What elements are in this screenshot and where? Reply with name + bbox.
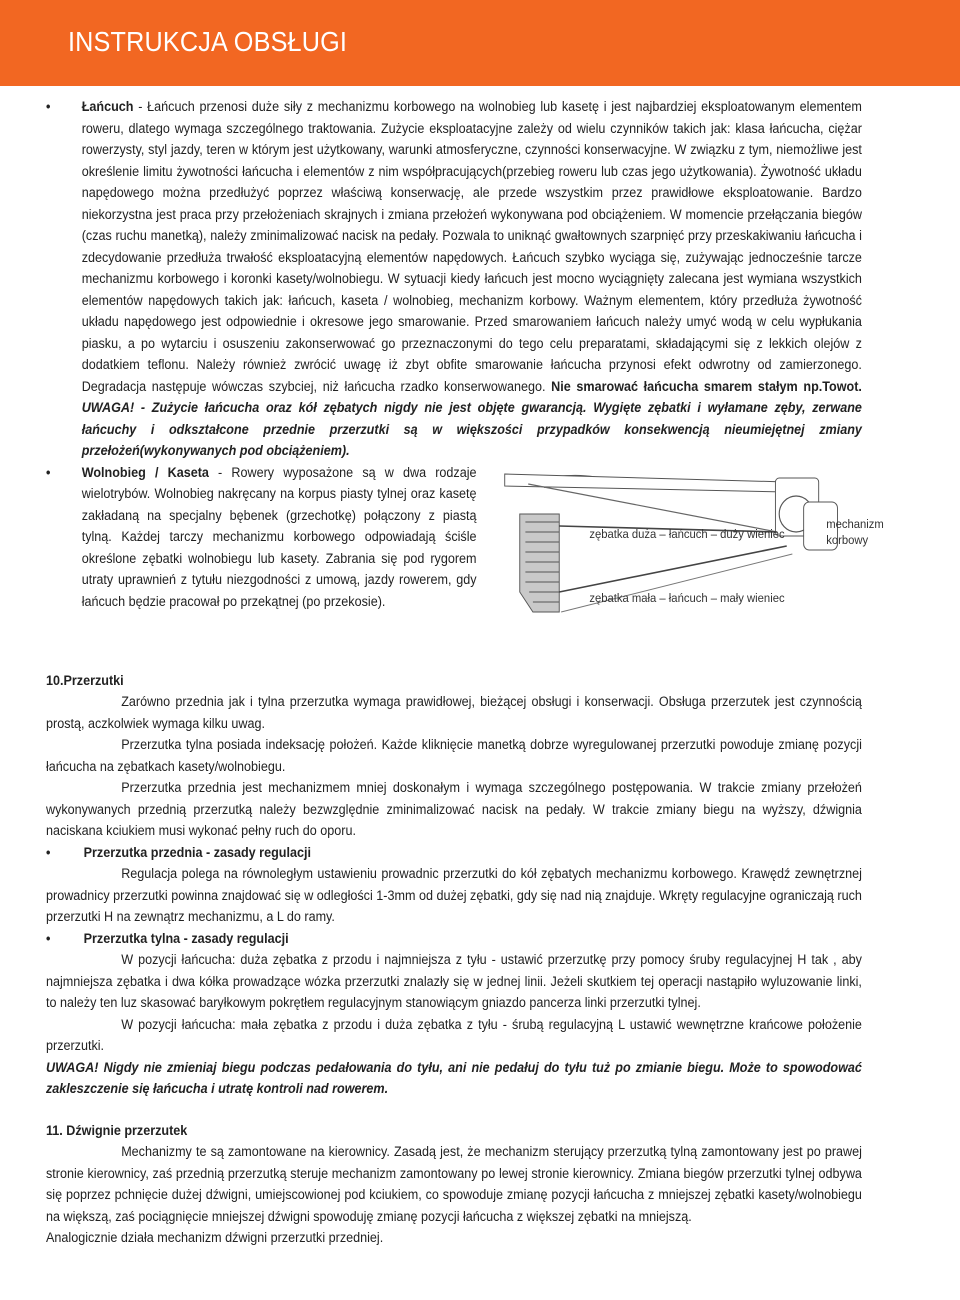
front-derailleur-title: Przerzutka przednia - zasady regulacji	[83, 844, 311, 860]
section-10	[46, 670, 862, 1100]
section-10-p3: Przerzutka przednia jest mechanizmem mniej doskonałym i wymaga szczególnego postępowania. W trakcie zmiany przełożeń wykonywanych przednią przerzutką należy bezwzględnie zminimalizować nacisk na pedały. W trakcie zmiany biegu na wyższy, dźwignia naciskana kciukiem musi wykonać pełny ruch do oporu.	[46, 780, 862, 838]
section-11	[46, 1120, 862, 1249]
section-11-p1: Mechanizmy te są zamontowane na kierownicy. Zasadą jest, że mechanizm sterujący przerzutką tylną zamontowany jest po prawej stronie kierownicy, zaś przednią przerzutką steruje mechanizm zamontowany po lewej stronie kierownicy. Zmiana biegów przerzutki tylnej odbywa się poprzez pchnięcie dużej dźwigni, umiejscowionej pod kciukiem, co spowoduje zmianę pozycji łańcucha z mniejszej zębatki kasety/wolnobiegu na większą, zaś pociągnięcie mniejszej dźwigni spowoduję zmianę pozycji łańcucha z większej zębatki na mniejszą.	[46, 1144, 862, 1224]
bullet-icon: •	[46, 99, 51, 114]
section-10-p1: Zarówno przednia jak i tylna przerzutka wymaga prawidłowej, bieżącej obsługi i konserwacji. Obsługa przerzutek jest czynnością prostą, aczkolwiek wymaga kilku uwag.	[46, 694, 862, 731]
chain-line-small	[559, 546, 786, 592]
section-11-p2: Analogicznie działa mechanizm dźwigni przerzutki przedniej.	[46, 1230, 384, 1245]
section-10-warning: UWAGA! Nigdy nie zmieniaj biegu podczas pedałowania do tyłu, ani nie pedałuj do tyłu tuż po zmianie biegu. Może to spowodować zakleszczenie się łańcucha i utratę kontroli nad rowerem.	[46, 1059, 862, 1096]
lancuch-section	[46, 96, 862, 462]
front-derailleur-subsection	[46, 842, 862, 864]
wolnobieg-label: Wolnobieg / Kaseta	[81, 464, 209, 480]
drivetrain-diagram	[477, 462, 919, 632]
diagram-label-bottom: zębatka mała – łańcuch – mały wieniec	[589, 591, 785, 605]
cassette-shape	[520, 514, 559, 612]
wolnobieg-paragraph	[82, 462, 477, 613]
bullet-icon: •	[46, 930, 51, 946]
wolnobieg-text: - Rowery wyposażone są w dwa rodzaje wielotrybów. Wolnobieg nakręcany na korpus piasty tylnej oraz kasetę zakładaną na specjalny bębenek (grzechotkę) połączony z piastą tylną. Każdej tarczy mechanizmu korbowego odpowiadają ściśle określone zębatki wolnobiegu lub kasety. Zabrania się pod rygorem utraty uprawnień z tytułu niezgodności z umową, jazdy rowerem, gdy łańcuch będzie pracował po przekątnej (po przekosie).	[81, 464, 477, 609]
rear-derailleur-subsection	[46, 928, 862, 950]
page-title: INSTRUKCJA OBSŁUGI	[68, 26, 348, 57]
lancuch-bold-note: Nie smarować łańcucha smarem stałym np.Towot.	[551, 378, 862, 394]
section-10-p2: Przerzutka tylna posiada indeksację położeń. Każde kliknięcie manetką dobrze wyregulowanej przerzutki powoduje zmianę pozycji łańcucha na zębatkach kasety/wolnobiegu.	[46, 737, 862, 774]
section-10-title: 10.Przerzutki	[46, 672, 124, 688]
front-derailleur-text: Regulacja polega na równoległym ustawieniu prowadnic przerzutki do kół zębatych mechanizmu korbowego. Krawędź zewnętrznej prowadnicy przerzutki powinna znajdować się w odległości 1-3mm od dużej zębatki, gdy się nad nią znajduje. Wkręty regulacyjne ograniczają ruch przerzutki H na zewnątrz mechanizmu, a L do ramy.	[46, 866, 862, 924]
lancuch-text: - Łańcuch przenosi duże siły z mechanizmu korbowego na wolnobieg lub kasetę i jest najbardziej eksploatowanym elementem roweru, dlatego wymaga szczególnego traktowania. Zużycie eksploatacyjne zależy od wielu czynników takich jak: klasa łańcucha, ciężar rowerzysty, styl jazdy, teren w którym jest użytkowany, warunki atmosferyczne, czynności konserwacyjne. W związku z tym, niemożliwe jest określenie limitu żywotności łańcucha i elementów z nim współpracujących(przebieg roweru lub czas jego użytkowania). Żywotność układu napędowego można przedłużyć poprzez właściwą konserwację, ale przede wszystkim przez prawidłowe eksploatowanie. Bardzo niekorzystna jest praca przy przełożeniach skrajnych i zmiana przełożeń wykonywana pod obciążeniem. W momencie przełączania biegów (czas ruchu manetką), należy zminimalizować nacisk na pedały. Pozwala to uniknąć gwałtownych szarpnięć przy przeskakiwaniu łańcucha i zdecydowanie przedłuża trwałość eksploatacyjną elementów napędowych. Łańcuch szybko wyciąga się, zużywając jednocześnie tarcze mechanizmu korbowego i koronki kasety/wolnobiegu. W sytuacji kiedy łańcuch jest mocno wyciągnięty zalecana jest wymiana wszystkich elementów napędowych takich jak: łańcuch, kaseta / wolnobieg, mechanizm korbowy. Ważnym elementem, który przedłuża żywotność układu napędowego jest odpowiednie i okresowe jego smarowanie. Przed smarowaniem łańcuch należy umyć wodą w celu wypłukania piasku, a po wytarciu i osuszeniu zakonserwować go przeznaczonymi do tego celu preparatami, składającymi się z lekkich olejów z dodatkiem teflonu. Należy również zwrócić uwagę iż zbyt obfite smarowanie łańcucha przynosi efekt odwrotny od zamierzonego. Degradacja następuje wówczas szybciej, niż łańcucha rzadko konserwowanego.	[81, 99, 862, 394]
rear-derailleur-text-2: W pozycji łańcucha: mała zębatka z przodu i duża zębatka z tyłu - śrubą regulacyjną L ustawić wewnętrzne krańcowe położenie przerzutki.	[46, 1016, 862, 1053]
lancuch-label: Łańcuch	[81, 99, 134, 114]
diagram-label-top: zębatka duża – łańcuch – duży wieniec	[589, 527, 785, 541]
bullet-icon: •	[46, 464, 51, 480]
frame-top-tube	[505, 474, 787, 492]
section-11-title: 11. Dźwignie przerzutek	[46, 1122, 188, 1138]
rear-derailleur-text-1: W pozycji łańcucha: duża zębatka z przodu i najmniejsza z tyłu - ustawić przerzutkę przy pomocy śruby regulacyjnej H tak , aby najmniejsza zębatka i dwa kółka prowadzące wózka przerzutki znalazły się w jednej linii. Jeżeli skutkiem tej operacji nastąpiło wyluzowanie linki, to należy ten luz skasować baryłkowym pokrętłem regulacyjnym stanowiącym gniazdo pancerza linki przerzutki tylnej.	[46, 952, 862, 1010]
diagram-label-crank-1: mechanizm	[826, 517, 884, 531]
rear-derailleur-title: Przerzutka tylna - zasady regulacji	[83, 930, 289, 946]
lancuch-paragraph	[82, 96, 862, 462]
lancuch-warning: UWAGA! - Zużycie łańcucha oraz kół zębatych nigdy nie jest objęte gwarancją. Wygięte zębatki i wyłamane zęby, zerwane łańcuchy i odkształcone przednie przerzutki są w większości przypadków konsekwencją nieumiejętnej zmiany przełożeń(wykonywanych pod obciążeniem).	[81, 400, 862, 458]
diagram-label-crank-2: korbowy	[826, 533, 869, 547]
wolnobieg-section	[46, 462, 884, 656]
header-banner	[0, 0, 960, 86]
document-content	[46, 96, 884, 1249]
bullet-icon: •	[46, 844, 51, 860]
